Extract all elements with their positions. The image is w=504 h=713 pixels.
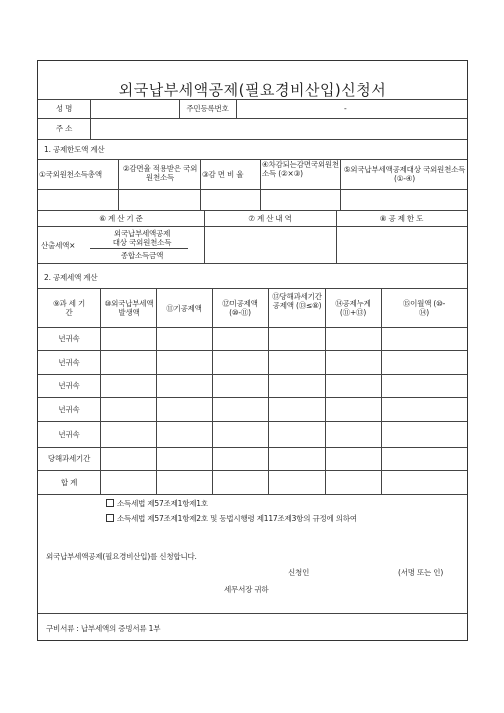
section1-heading: 1. 공제한도액 계산 bbox=[44, 145, 105, 154]
form-title: 외국납부세액공제(필요경비산입)신청서 bbox=[118, 81, 387, 99]
formula-numerator-2: 대상 국외원천소득 bbox=[112, 238, 172, 247]
formula-numerator-1: 외국납부세액공제 bbox=[113, 229, 171, 238]
col-foreign-income-total: ①국외원천소득총액 bbox=[39, 170, 102, 179]
row-total: 합 계 bbox=[60, 478, 78, 487]
col-reduced-foreign-income: ②감면율 적용받은 국외원천소득 bbox=[122, 164, 198, 182]
formula-denominator: 종합소득금액 bbox=[120, 251, 164, 260]
row-year-1: 년귀속 bbox=[58, 334, 80, 343]
col-current-deduction: ⑬당해과세기간공제액 (⑬≤⑧) bbox=[272, 292, 322, 310]
row-year-5: 년귀속 bbox=[58, 430, 80, 439]
col-deducted-reduced-income: ④차감되는감면국외원천소득 (②×③) bbox=[262, 160, 339, 178]
address-field[interactable] bbox=[91, 119, 466, 138]
col-calc-basis: ⑥ 계 산 기 준 bbox=[99, 214, 143, 223]
address-label: 주 소 bbox=[55, 124, 73, 133]
name-field[interactable] bbox=[91, 100, 178, 117]
checkbox-icon[interactable] bbox=[106, 514, 114, 522]
resident-id-label: 주민등록번호 bbox=[186, 104, 229, 113]
col-cumulative-deduction: ⑭공제누계 (⑪+⑬) bbox=[335, 299, 371, 317]
col-already-deducted: ⑪기공제액 bbox=[166, 304, 202, 313]
checkbox-icon[interactable] bbox=[106, 499, 114, 507]
applicant-label: 신청인 bbox=[288, 568, 310, 577]
required-documents: 구비서류 : 납부세액의 증빙서류 1부 bbox=[46, 624, 161, 633]
formula-prefix: 산출세액× bbox=[41, 241, 76, 250]
col-foreign-tax-paid: ⑩외국납부세액발생액 bbox=[104, 299, 154, 317]
recipient-label: 세무서장 귀하 bbox=[224, 585, 269, 594]
check-option-1[interactable]: 소득세법 제57조제1항제1호 bbox=[106, 499, 208, 508]
row-year-3: 년귀속 bbox=[58, 381, 80, 390]
row-current-period: 당해과세기간 bbox=[47, 454, 91, 463]
application-form bbox=[37, 60, 468, 641]
col-tax-period: ⑨과 세 기 간 bbox=[52, 299, 86, 317]
row-year-4: 년귀속 bbox=[58, 405, 80, 414]
resident-id-field[interactable] bbox=[237, 100, 466, 117]
col-deduction-limit: ⑧ 공 제 한 도 bbox=[379, 214, 424, 223]
formula-fraction-bar bbox=[90, 248, 188, 249]
col-carryover: ⑮이월액 (⑩-⑭) bbox=[402, 299, 446, 317]
section2-heading: 2. 공제세액 계산 bbox=[44, 273, 98, 282]
signature-label: (서명 또는 인) bbox=[398, 568, 444, 577]
col-calc-detail: ⑦ 계 산 내 역 bbox=[248, 214, 292, 223]
col-credit-eligible-income: ⑤외국납부세액공제대상 국외원천소득(①-④) bbox=[343, 165, 466, 183]
col-reduction-rate: ③감 면 비 율 bbox=[202, 170, 244, 179]
name-label: 성 명 bbox=[55, 104, 73, 113]
row-year-2: 년귀속 bbox=[58, 358, 80, 367]
check-option-2[interactable]: 소득세법 제57조제1항제2호 및 동법시행령 제117조제3항의 규정에 의하여 bbox=[106, 514, 357, 523]
application-statement: 외국납부세액공제(필요경비산입)를 신청합니다. bbox=[46, 552, 197, 561]
resident-id-separator: - bbox=[344, 104, 347, 113]
col-not-deducted: ⑫미공제액 (⑩-⑪) bbox=[222, 299, 258, 317]
